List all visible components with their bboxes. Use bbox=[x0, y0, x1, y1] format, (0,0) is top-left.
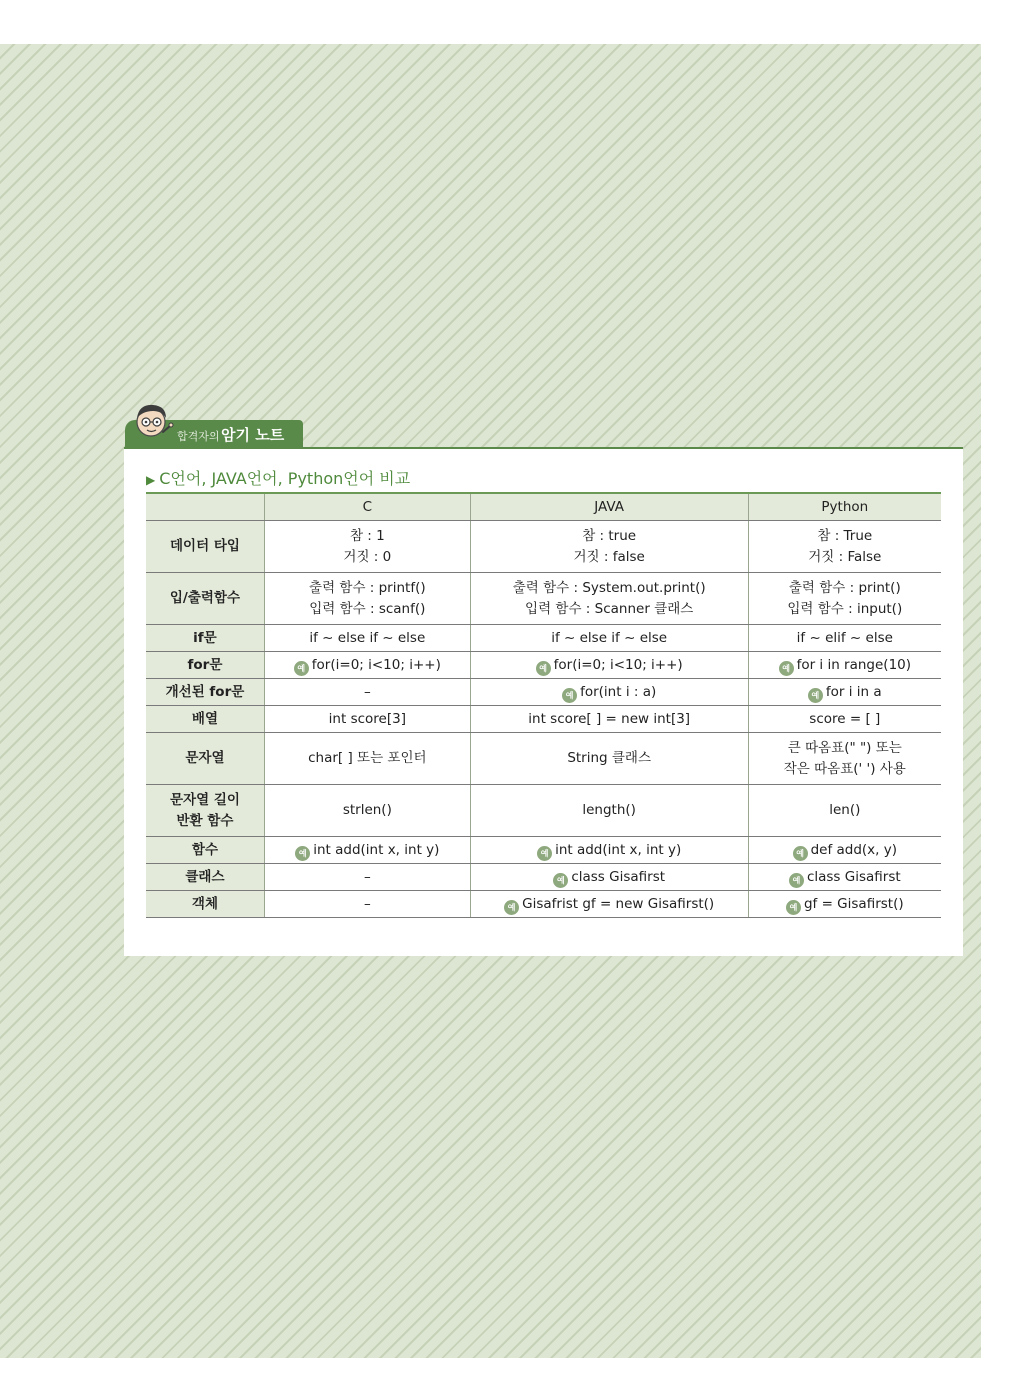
row-label bbox=[146, 785, 264, 837]
cell-java bbox=[470, 837, 748, 864]
example-badge-icon: 예 bbox=[793, 846, 808, 861]
cell-java: length() bbox=[470, 785, 748, 837]
cell-line: 출력 함수 : System.out.print() bbox=[512, 579, 706, 596]
cell-text: class Gisafirst bbox=[571, 868, 666, 885]
cell-python bbox=[748, 573, 941, 625]
example-badge-icon: 예 bbox=[536, 661, 551, 676]
cell-line: 거짓 : False bbox=[808, 548, 882, 565]
cell-python bbox=[748, 652, 941, 679]
header-java: JAVA bbox=[470, 493, 748, 521]
section-title bbox=[146, 466, 410, 489]
cell-line: 거짓 : false bbox=[573, 548, 645, 565]
section-title-text: C언어, JAVA언어, Python언어 비교 bbox=[159, 469, 411, 488]
example-badge-icon: 예 bbox=[294, 661, 309, 676]
cell-python bbox=[748, 679, 941, 706]
table-row bbox=[146, 733, 941, 785]
cell-line: 작은 따옴표(' ') 사용 bbox=[783, 760, 906, 777]
table-row bbox=[146, 837, 941, 864]
cell-text: gf = Gisafirst() bbox=[803, 895, 904, 912]
example-badge-icon: 예 bbox=[789, 873, 804, 888]
example-badge-icon: 예 bbox=[537, 846, 552, 861]
cell-java bbox=[470, 891, 748, 918]
cell-c: if ~ else if ~ else bbox=[264, 625, 470, 652]
table-row bbox=[146, 573, 941, 625]
cell-line: 거짓 : 0 bbox=[343, 548, 392, 565]
row-label: 배열 bbox=[146, 706, 264, 733]
cell-c bbox=[264, 521, 470, 573]
cell-java bbox=[470, 864, 748, 891]
row-label: 문자열 bbox=[146, 733, 264, 785]
header-c: C bbox=[264, 493, 470, 521]
table-row bbox=[146, 679, 941, 706]
cell-line: 출력 함수 : print() bbox=[788, 579, 901, 596]
row-label: 클래스 bbox=[146, 864, 264, 891]
cell-python bbox=[748, 864, 941, 891]
cell-line: 큰 따옴표(" ") 또는 bbox=[787, 739, 902, 756]
cell-line: 참 : true bbox=[582, 527, 637, 544]
table-row bbox=[146, 864, 941, 891]
row-label: 데이터 타입 bbox=[146, 521, 264, 573]
example-badge-icon: 예 bbox=[808, 688, 823, 703]
row-label: 입/출력함수 bbox=[146, 573, 264, 625]
cell-python bbox=[748, 521, 941, 573]
cell-python: len() bbox=[748, 785, 941, 837]
cell-java: int score[ ] = new int[3] bbox=[470, 706, 748, 733]
cell-text: for i in range(10) bbox=[796, 656, 912, 673]
cell-text: for(i=0; i<10; i++) bbox=[553, 656, 683, 673]
cell-python bbox=[748, 891, 941, 918]
row-label: 객체 bbox=[146, 891, 264, 918]
example-badge-icon: 예 bbox=[779, 661, 794, 676]
table-row bbox=[146, 706, 941, 733]
cell-c: – bbox=[264, 679, 470, 706]
cell-line: 참 : 1 bbox=[349, 527, 385, 544]
cell-line: 입력 함수 : Scanner 클래스 bbox=[525, 600, 694, 617]
cell-c bbox=[264, 652, 470, 679]
cell-text: int add(int x, int y) bbox=[555, 841, 682, 858]
row-label: 함수 bbox=[146, 837, 264, 864]
example-badge-icon: 예 bbox=[553, 873, 568, 888]
table-row bbox=[146, 625, 941, 652]
header-empty-cell bbox=[146, 493, 264, 521]
cell-python: score = [ ] bbox=[748, 706, 941, 733]
row-label: 개선된 for문 bbox=[146, 679, 264, 706]
cell-c bbox=[264, 837, 470, 864]
cell-java bbox=[470, 679, 748, 706]
cell-c: strlen() bbox=[264, 785, 470, 837]
table-row bbox=[146, 891, 941, 918]
cell-line: 출력 함수 : printf() bbox=[309, 579, 426, 596]
cell-text: Gisafrist gf = new Gisafirst() bbox=[522, 895, 715, 912]
table-row bbox=[146, 785, 941, 837]
cell-java: String 클래스 bbox=[470, 733, 748, 785]
student-mascot-icon bbox=[129, 398, 175, 444]
cell-java bbox=[470, 521, 748, 573]
cell-java: if ~ else if ~ else bbox=[470, 625, 748, 652]
cell-text: for(int i : a) bbox=[580, 683, 657, 700]
row-label: for문 bbox=[146, 652, 264, 679]
cell-text: def add(x, y) bbox=[810, 841, 898, 858]
row-label-line: 문자열 길이 bbox=[170, 791, 240, 808]
table-row bbox=[146, 652, 941, 679]
example-badge-icon: 예 bbox=[786, 900, 801, 915]
table-header-row bbox=[146, 493, 941, 521]
table-row bbox=[146, 521, 941, 573]
cell-text: class Gisafirst bbox=[806, 868, 901, 885]
header-python: Python bbox=[748, 493, 941, 521]
row-label: if문 bbox=[146, 625, 264, 652]
cell-text: for i in a bbox=[825, 683, 882, 700]
language-comparison-table bbox=[146, 492, 941, 918]
cell-c bbox=[264, 573, 470, 625]
cell-python: if ~ elif ~ else bbox=[748, 625, 941, 652]
cell-text: int add(int x, int y) bbox=[313, 841, 440, 858]
cell-c: int score[3] bbox=[264, 706, 470, 733]
cell-c: – bbox=[264, 864, 470, 891]
cell-c: – bbox=[264, 891, 470, 918]
tab-big-label: 암기 노트 bbox=[221, 426, 285, 444]
example-badge-icon: 예 bbox=[504, 900, 519, 915]
triangle-right-icon: ▶ bbox=[146, 473, 156, 487]
cell-python bbox=[748, 837, 941, 864]
cell-java bbox=[470, 573, 748, 625]
cell-java bbox=[470, 652, 748, 679]
tab-small-label: 합격자의 bbox=[177, 430, 220, 443]
cell-line: 입력 함수 : input() bbox=[787, 600, 903, 617]
example-badge-icon: 예 bbox=[562, 688, 577, 703]
row-label-line: 반환 함수 bbox=[176, 812, 234, 829]
cell-c: char[ ] 또는 포인터 bbox=[264, 733, 470, 785]
example-badge-icon: 예 bbox=[295, 846, 310, 861]
cell-line: 참 : True bbox=[817, 527, 873, 544]
cell-python bbox=[748, 733, 941, 785]
cell-line: 입력 함수 : scanf() bbox=[309, 600, 426, 617]
cell-text: for(i=0; i<10; i++) bbox=[311, 656, 441, 673]
